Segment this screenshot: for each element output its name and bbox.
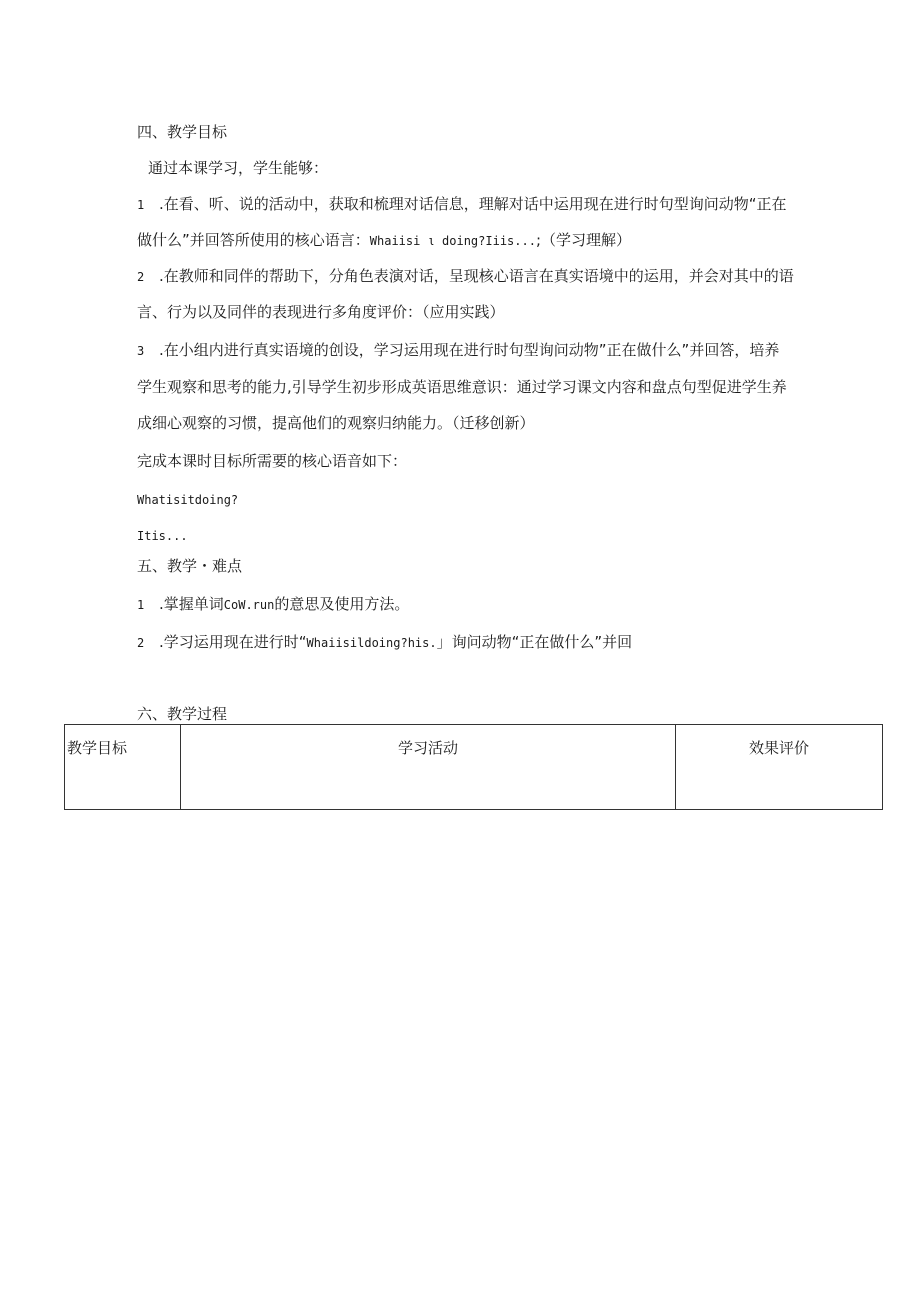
objective-2-text: .在教师和同伴的帮助下，分角色表演对话，呈现核心语言在真实语境中的运用，并会对其中的语 — [159, 267, 794, 285]
objective-2-line1 — [137, 266, 794, 287]
core-language-intro: 完成本课时目标所需要的核心语音如下： — [137, 452, 408, 470]
objective-1-text: .在看、听、说的活动中，获取和梳理对话信息，理解对话中运用现在进行时句型询问动物“正在 — [159, 195, 787, 213]
table-header-evaluation: 效果评价 — [676, 725, 883, 810]
core-answer: Itis... — [137, 529, 188, 543]
difficulty-2-english: Whaiisildoing?his. — [306, 636, 437, 650]
objective-3-line1 — [137, 340, 779, 361]
section4-intro: 通过本课学习，学生能够： — [148, 159, 329, 177]
objective-1-english: Whaiisi ι doing?Iiis... — [369, 234, 536, 248]
section4-heading: 四、教学目标 — [137, 123, 228, 141]
objective-1-line2 — [137, 230, 631, 251]
table-header-objective: 教学目标 — [65, 725, 181, 810]
objective-1-number: 1 — [137, 198, 145, 212]
difficulty-1-number: 1 — [137, 598, 145, 612]
table-header-activity: 学习活动 — [181, 725, 676, 810]
difficulty-2-number: 2 — [137, 636, 145, 650]
difficulty-1-words: CoW.run — [223, 598, 275, 612]
objective-3-line3: 成细心观察的习惯，提高他们的观察归纳能力。（迁移创新） — [137, 414, 535, 432]
section6-heading: 六、教学过程 — [137, 705, 228, 723]
teaching-process-table — [64, 724, 883, 810]
difficulty-2 — [137, 632, 632, 653]
core-question: Whatisitdoing? — [137, 493, 239, 507]
table-row — [65, 725, 883, 810]
objective-3-line2: 学生观察和思考的能力,引导学生初步形成英语思维意识：通过学习课文内容和盘点句型促进学生养 — [137, 378, 787, 396]
difficulty-2-text-end: 」询问动物“正在做什么”并回 — [436, 633, 633, 651]
objective-1-line1 — [137, 194, 787, 215]
objective-2-line2: 言、行为以及同伴的表现进行多角度评价：（应用实践） — [137, 303, 505, 321]
difficulty-1 — [137, 594, 409, 615]
difficulty-2-text: .学习运用现在进行时“ — [159, 633, 307, 651]
objective-3-text: .在小组内进行真实语境的创设，学习运用现在进行时句型询问动物”正在做什么”并回答，培养 — [159, 341, 780, 359]
objective-3-number: 3 — [137, 344, 145, 358]
objective-1-tag: ;（学习理解） — [535, 231, 632, 249]
difficulty-1-text-end: 的意思及使用方法。 — [274, 595, 410, 613]
difficulty-1-text: .掌握单词 — [159, 595, 224, 613]
objective-1-text-cont: 做什么”并回答所使用的核心语言： — [137, 231, 370, 249]
section5-heading: 五、教学・难点 — [137, 557, 243, 575]
objective-2-number: 2 — [137, 270, 145, 284]
